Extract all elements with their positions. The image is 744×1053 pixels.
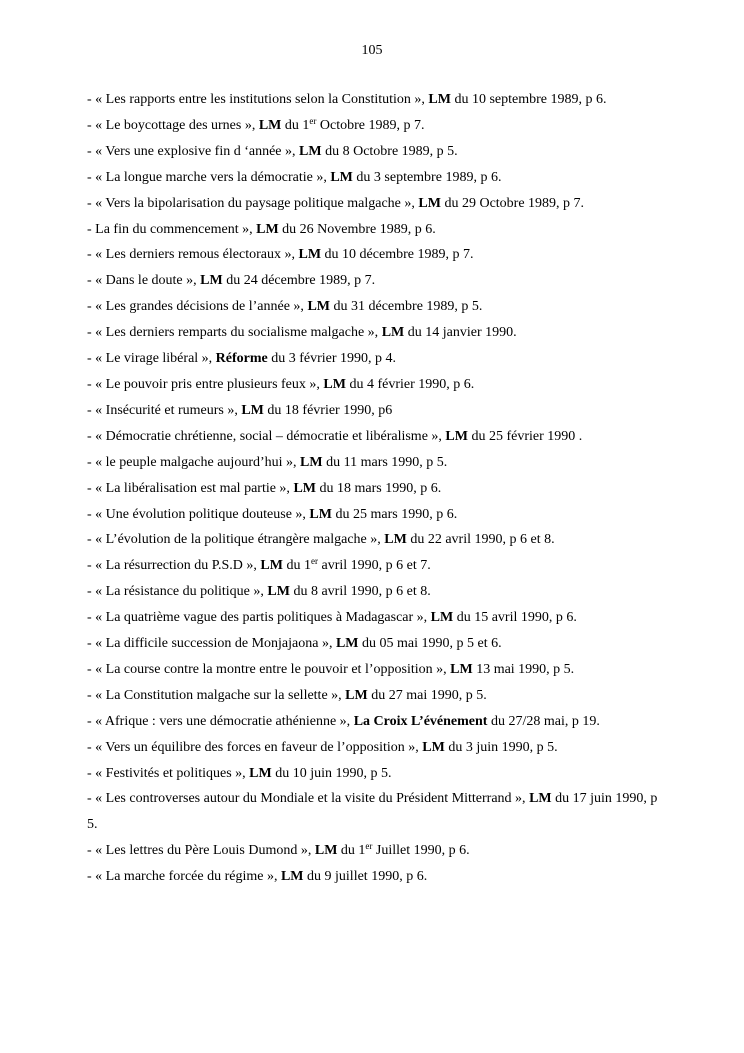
reference-text: - « Le pouvoir pris entre plusieurs feux »,	[87, 376, 324, 392]
reference-entry	[87, 346, 667, 372]
reference-entry	[87, 320, 667, 346]
reference-text: - « Les rapports entre les institutions selon la Constitution »,	[87, 92, 429, 107]
reference-text: - « La libéralisation est mal partie »,	[87, 480, 294, 496]
source-name: LM	[418, 195, 441, 211]
reference-text: du 14 janvier 1990.	[404, 325, 517, 341]
reference-entry	[87, 761, 667, 787]
reference-entry	[87, 268, 667, 294]
reference-entry	[87, 605, 667, 631]
reference-text: du 27/28 mai, p 19.	[487, 713, 600, 729]
reference-entry	[87, 217, 667, 243]
reference-text: - « Démocratie chrétienne, social – démocratie et libéralisme »,	[87, 428, 446, 444]
reference-text: du 3 février 1990, p 4.	[267, 351, 397, 367]
reference-text: du 24 décembre 1989, p 7.	[222, 273, 376, 289]
reference-entry	[87, 191, 667, 217]
reference-text: du 10 juin 1990, p 5.	[271, 765, 392, 781]
reference-text: - « Une évolution politique douteuse »,	[87, 506, 310, 522]
reference-text: du 15 avril 1990, p 6.	[453, 610, 577, 626]
reference-entry	[87, 424, 667, 450]
source-name: LM	[430, 610, 454, 626]
reference-text: du 1	[337, 843, 366, 859]
reference-text: - « La Constitution malgache sur la sellette »,	[87, 687, 346, 703]
reference-text: du 3 septembre 1989, p 6.	[352, 169, 502, 185]
reference-text: du 31 décembre 1989, p 5.	[330, 299, 483, 315]
reference-text: du 27 mai 1990, p 5.	[367, 687, 487, 703]
reference-text: - « le peuple malgache aujourd’hui »,	[87, 454, 301, 470]
source-name: LM	[267, 584, 290, 600]
reference-text: du 1	[281, 117, 310, 133]
reference-text: - « Le boycottage des urnes »,	[87, 117, 259, 133]
page-number: 105	[361, 43, 383, 58]
reference-text: du 10 septembre 1989, p 6.	[450, 92, 607, 107]
reference-text: du 25 février 1990 .	[467, 428, 583, 444]
ordinal-suffix: er	[310, 556, 318, 567]
reference-text: - « Les lettres du Père Louis Dumond »,	[87, 843, 315, 859]
reference-text: - « La quatrième vague des partis politiques à Madagascar »,	[87, 610, 431, 626]
reference-text: du 10 décembre 1989, p 7.	[321, 247, 474, 263]
reference-text: - « La résistance du politique »,	[87, 584, 268, 600]
reference-text: du 18 mars 1990, p 6.	[316, 480, 442, 496]
reference-entry	[87, 709, 667, 735]
reference-text: du 05 mai 1990, p 5 et 6.	[358, 636, 502, 652]
source-name: LM	[445, 428, 468, 444]
reference-text: du 9 juillet 1990, p 6.	[303, 869, 428, 885]
source-name: LM	[307, 299, 330, 315]
reference-text: - « Vers la bipolarisation du paysage politique malgache »,	[87, 195, 419, 211]
reference-text: du 4 février 1990, p 6.	[345, 376, 475, 392]
reference-entry	[87, 864, 667, 890]
reference-text: - « L’évolution de la politique étrangère malgache »,	[87, 532, 385, 548]
reference-text: - « La difficile succession de Monjajaona »,	[87, 636, 336, 652]
source-name: LM	[280, 869, 304, 885]
reference-text: - « La course contre la montre entre le pouvoir et l’opposition »,	[87, 661, 451, 677]
reference-text: 13 mai 1990, p 5.	[472, 661, 575, 677]
source-name: LM	[345, 687, 368, 703]
source-name: LM	[335, 636, 359, 652]
reference-entry	[87, 87, 667, 113]
reference-text: du 22 avril 1990, p 6 et 8.	[406, 532, 555, 548]
reference-entry	[87, 553, 667, 579]
source-name: LM	[314, 843, 338, 859]
reference-text: du 18 février 1990, p6	[263, 402, 393, 418]
reference-text: - « Vers une explosive fin d ‘année »,	[87, 143, 300, 159]
reference-entry	[87, 657, 667, 683]
reference-entry	[87, 113, 667, 139]
reference-entry	[87, 372, 667, 398]
reference-text: Octobre 1989, p 7.	[316, 117, 425, 133]
source-name: LM	[381, 325, 405, 341]
reference-list	[87, 87, 667, 890]
reference-text: du 17 juin 1990, p 5.	[87, 791, 658, 833]
reference-entry	[87, 735, 667, 761]
source-name: LM	[258, 117, 282, 133]
reference-text: - « Afrique : vers une démocratie athénienne »,	[87, 713, 354, 729]
source-name: LM	[309, 506, 332, 522]
reference-entry	[87, 527, 667, 553]
source-name: LM	[256, 221, 279, 237]
source-name: LM	[249, 765, 272, 781]
reference-entry	[87, 579, 667, 605]
reference-text: - La fin du commencement »,	[87, 221, 257, 237]
source-name: LM	[200, 273, 223, 289]
source-name: Réforme	[215, 351, 268, 367]
source-name: LM	[450, 661, 473, 677]
reference-text: du 3 juin 1990, p 5.	[444, 739, 558, 755]
reference-entry	[87, 631, 667, 657]
reference-text: du 8 Octobre 1989, p 5.	[321, 143, 458, 159]
reference-entry	[87, 294, 667, 320]
reference-entry	[87, 476, 667, 502]
reference-text: Juillet 1990, p 6.	[372, 843, 470, 859]
reference-text: - « Les grandes décisions de l’année »,	[87, 299, 308, 315]
source-name: LM	[529, 791, 552, 807]
source-name: LM	[422, 739, 445, 755]
source-name: LM	[323, 376, 346, 392]
reference-text: - « Festivités et politiques »,	[87, 765, 250, 781]
reference-entry	[87, 502, 667, 528]
reference-text: du 11 mars 1990, p 5.	[322, 454, 448, 470]
reference-text: - « Les controverses autour du Mondiale et la visite du Président Mitterrand »,	[87, 791, 530, 807]
reference-text: du 29 Octobre 1989, p 7.	[440, 195, 585, 211]
reference-text: du 1	[282, 558, 311, 574]
ordinal-suffix: er	[365, 841, 373, 852]
reference-text: avril 1990, p 6 et 7.	[317, 558, 431, 574]
source-name: LM	[260, 558, 283, 574]
source-name: LM	[241, 402, 264, 418]
ordinal-suffix: er	[309, 115, 317, 126]
source-name: LM	[293, 480, 316, 496]
reference-text: - « Le virage libéral »,	[87, 351, 216, 367]
source-name: LM	[428, 92, 451, 107]
reference-text: du 8 avril 1990, p 6 et 8.	[289, 584, 431, 600]
reference-text: du 25 mars 1990, p 6.	[331, 506, 458, 522]
reference-entry	[87, 838, 667, 864]
source-name: La Croix L’événement	[353, 713, 488, 729]
source-name: LM	[300, 454, 323, 470]
reference-entry	[87, 398, 667, 424]
reference-text: - « La longue marche vers la démocratie »,	[87, 169, 331, 185]
reference-text: du 26 Novembre 1989, p 6.	[278, 221, 436, 237]
source-name: LM	[384, 532, 407, 548]
reference-entry	[87, 165, 667, 191]
reference-entry	[87, 139, 667, 165]
source-name: LM	[330, 169, 353, 185]
reference-text: - « Les derniers remous électoraux »,	[87, 247, 299, 263]
reference-entry	[87, 786, 667, 838]
reference-entry	[87, 683, 667, 709]
reference-entry	[87, 450, 667, 476]
reference-text: - « Vers un équilibre des forces en faveur de l’opposition »,	[87, 739, 423, 755]
reference-text: - « Dans le doute »,	[87, 273, 201, 289]
source-name: LM	[298, 247, 322, 263]
reference-text: - « Insécurité et rumeurs »,	[87, 402, 242, 418]
reference-entry	[87, 242, 667, 268]
reference-text: - « La marche forcée du régime »,	[87, 869, 281, 885]
reference-text: - « La résurrection du P.S.D »,	[87, 558, 261, 574]
reference-text: - « Les derniers remparts du socialisme malgache »,	[87, 325, 382, 341]
source-name: LM	[299, 143, 322, 159]
